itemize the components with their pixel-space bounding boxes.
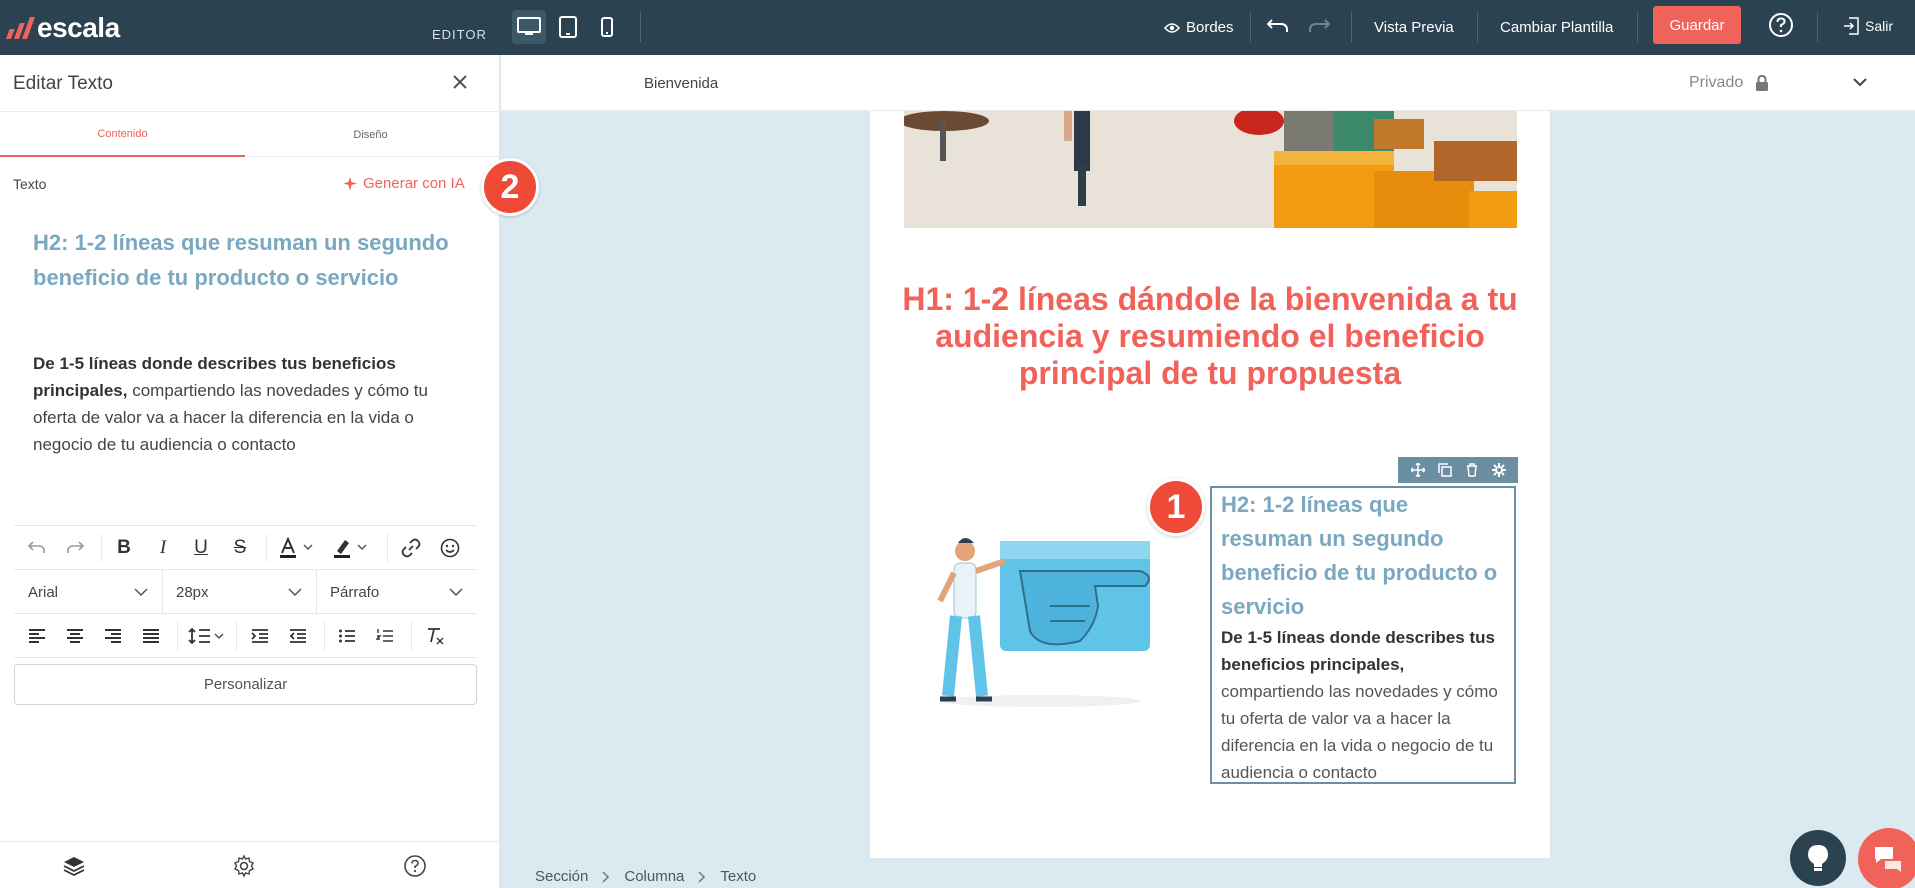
chevron-down-icon[interactable]: [1851, 73, 1869, 91]
divider: [1817, 12, 1818, 42]
lock-icon: [1755, 75, 1769, 91]
step-badge-1: 1: [1147, 478, 1205, 536]
font-family-value: Arial: [28, 583, 59, 601]
strikethrough-button[interactable]: [227, 536, 253, 560]
preview-button[interactable]: [1374, 19, 1454, 36]
divider: [177, 622, 178, 650]
editor-paragraph-bold: De 1-5 líneas donde describes tus beneficios principales,: [33, 354, 396, 400]
undo-icon: [1266, 17, 1290, 35]
page-visibility[interactable]: [1689, 74, 1769, 92]
exit-icon: [1843, 17, 1859, 35]
redo-icon: [1307, 17, 1331, 35]
panel-footer: [0, 841, 500, 888]
bullet-list-button[interactable]: [334, 624, 360, 648]
trash-icon[interactable]: [1465, 463, 1479, 477]
selected-text-block[interactable]: [1210, 486, 1516, 784]
tips-button[interactable]: [1790, 830, 1846, 886]
justify-icon: [142, 628, 160, 644]
desktop-view-button[interactable]: [512, 10, 546, 44]
editor-paragraph[interactable]: [33, 350, 463, 458]
toolbar-row-align: [14, 614, 477, 658]
divider: [1477, 12, 1478, 42]
desktop-icon: [517, 17, 541, 37]
toolbar-row-format: [14, 526, 477, 570]
chat-button[interactable]: [1858, 828, 1915, 888]
redo-button[interactable]: [1307, 17, 1331, 35]
page-bar: [501, 55, 1915, 111]
strikethrough-icon: S: [233, 537, 247, 558]
customize-button[interactable]: Personalizar: [14, 664, 477, 705]
font-size-value: 28px: [176, 583, 209, 601]
divider: [101, 534, 102, 562]
chevron-down-icon: [449, 588, 463, 596]
link-button[interactable]: [398, 536, 424, 560]
generate-ai-label: Generar con IA: [363, 175, 465, 192]
breadcrumb-text[interactable]: Texto: [720, 868, 757, 885]
align-left-button[interactable]: [24, 624, 50, 648]
line-height-button[interactable]: [187, 624, 227, 648]
bold-icon: B: [117, 537, 131, 558]
gear-icon[interactable]: [232, 854, 256, 878]
hero-image[interactable]: [904, 111, 1517, 228]
panel-header: [0, 55, 499, 112]
align-center-icon: [66, 628, 84, 644]
step-badge-2: 2: [481, 158, 539, 216]
bullet-list-icon: [338, 628, 356, 644]
block-toolbar: [1398, 457, 1518, 483]
logo-bars-icon: [6, 17, 35, 39]
panel-title: Editar Texto: [13, 73, 113, 94]
toolbar-row-font: [14, 570, 477, 614]
bordes-toggle[interactable]: [1164, 19, 1234, 36]
block-paragraph-bold: De 1-5 líneas donde describes tus beneficios principales,: [1221, 628, 1495, 674]
block-paragraph-rest: compartiendo las novedades y cómo tu oferta de valor va a hacer la diferencia en la vida o negocio de tu audiencia o contacto: [1221, 682, 1498, 782]
save-button[interactable]: Guardar: [1653, 6, 1741, 44]
duplicate-icon[interactable]: [1438, 463, 1452, 477]
tablet-icon: [559, 16, 577, 38]
block-type-select[interactable]: [316, 570, 477, 614]
editor-toolbar: [14, 525, 477, 657]
breadcrumb-column[interactable]: Columna: [624, 868, 685, 885]
divider: [236, 622, 237, 650]
divider: [324, 622, 325, 650]
breadcrumb-section[interactable]: Sección: [535, 868, 589, 885]
top-bar: [0, 0, 1915, 55]
chevron-right-icon: [602, 871, 610, 883]
page-name[interactable]: Bienvenida: [644, 75, 719, 92]
escala-logo[interactable]: [10, 12, 120, 44]
highlight-color-button[interactable]: [330, 536, 374, 560]
font-size-select[interactable]: [162, 570, 316, 614]
numbered-list-icon: [376, 628, 394, 644]
preview-label: Vista Previa: [1374, 19, 1454, 36]
divider: [640, 12, 641, 42]
clear-format-icon: [425, 627, 445, 645]
change-template-label: Cambiar Plantilla: [1500, 19, 1614, 36]
page-heading[interactable]: H1: 1-2 líneas dándole la bienvenida a tu audiencia y resumiendo el beneficio principal de tu propuesta: [902, 281, 1518, 391]
align-left-icon: [28, 628, 46, 644]
change-template-button[interactable]: [1500, 19, 1613, 36]
justify-button[interactable]: [138, 624, 164, 648]
mobile-view-button[interactable]: [590, 10, 624, 44]
gear-icon[interactable]: [1492, 463, 1506, 477]
chevron-down-icon: [288, 588, 302, 596]
lightbulb-icon: [1807, 844, 1829, 872]
sparkle-icon: [343, 176, 359, 192]
block-heading[interactable]: H2: 1-2 líneas que resuman un segundo beneficio de tu producto o servicio: [1221, 492, 1498, 619]
undo-button[interactable]: [1266, 17, 1290, 35]
bold-button[interactable]: [111, 536, 137, 560]
divider: [1637, 12, 1638, 42]
exit-label: Salir: [1865, 18, 1894, 34]
text-color-icon: [278, 537, 318, 559]
redo-format-button[interactable]: [62, 536, 88, 560]
link-icon: [401, 538, 421, 558]
emoji-icon: [440, 538, 460, 558]
block-paragraph[interactable]: [1221, 624, 1505, 786]
logo-text: escala: [37, 12, 120, 43]
pointing-hand-illustration[interactable]: [920, 511, 1180, 711]
italic-icon: I: [159, 537, 167, 558]
text-color-button[interactable]: [276, 536, 320, 560]
chevron-down-icon: [134, 588, 148, 596]
chat-icon: [1873, 845, 1905, 873]
outdent-button[interactable]: [285, 624, 311, 648]
bordes-label: Bordes: [1186, 19, 1234, 36]
underline-icon: U: [194, 537, 208, 558]
divider: [411, 622, 412, 650]
tablet-view-button[interactable]: [551, 10, 585, 44]
tab-contenido[interactable]: Contenido: [0, 112, 245, 157]
exit-button[interactable]: [1843, 17, 1893, 35]
eye-icon: [1164, 22, 1180, 34]
close-icon[interactable]: [449, 71, 471, 93]
divider: [1351, 12, 1352, 42]
chevron-right-icon: [698, 871, 706, 883]
help-icon[interactable]: [403, 854, 427, 878]
align-right-button[interactable]: [100, 624, 126, 648]
undo-format-button[interactable]: [24, 536, 50, 560]
highlighter-icon: [332, 537, 372, 559]
align-right-icon: [104, 628, 122, 644]
canvas-page: [870, 111, 1550, 858]
layers-icon[interactable]: [62, 854, 86, 878]
font-family-select[interactable]: [14, 570, 162, 614]
underline-button[interactable]: [188, 536, 214, 560]
outdent-icon: [289, 628, 307, 644]
mobile-icon: [601, 17, 613, 37]
help-button[interactable]: [1768, 12, 1794, 38]
block-type-value: Párrafo: [330, 583, 380, 601]
rich-text-editor[interactable]: [14, 205, 477, 525]
align-center-button[interactable]: [62, 624, 88, 648]
italic-button[interactable]: [150, 536, 176, 560]
undo-icon: [28, 540, 46, 556]
indent-icon: [251, 628, 269, 644]
panel-tabs: [0, 112, 499, 157]
clear-format-button[interactable]: [422, 624, 448, 648]
indent-button[interactable]: [247, 624, 273, 648]
help-icon: [1768, 12, 1794, 38]
divider: [387, 534, 388, 562]
move-icon[interactable]: [1411, 463, 1425, 477]
redo-icon: [66, 540, 84, 556]
editor-heading[interactable]: H2: 1-2 líneas que resuman un segundo beneficio de tu producto o servicio: [33, 230, 449, 290]
emoji-button[interactable]: [437, 536, 463, 560]
breadcrumb: [535, 868, 756, 885]
people-illustration-image: [904, 111, 1517, 228]
generate-ai-button[interactable]: [343, 175, 465, 192]
tab-diseno[interactable]: Diseño: [353, 128, 388, 141]
divider: [1250, 12, 1251, 42]
divider: [266, 534, 267, 562]
editor-paragraph-rest: compartiendo las novedades y cómo tu oferta de valor va a hacer la diferencia en la vida o negocio de tu audiencia o contacto: [33, 381, 428, 454]
editor-mode-label: EDITOR: [432, 27, 487, 42]
line-height-icon: [188, 627, 226, 645]
text-field-label: Texto: [13, 176, 47, 192]
numbered-list-button[interactable]: [372, 624, 398, 648]
visibility-label: Privado: [1689, 74, 1744, 91]
